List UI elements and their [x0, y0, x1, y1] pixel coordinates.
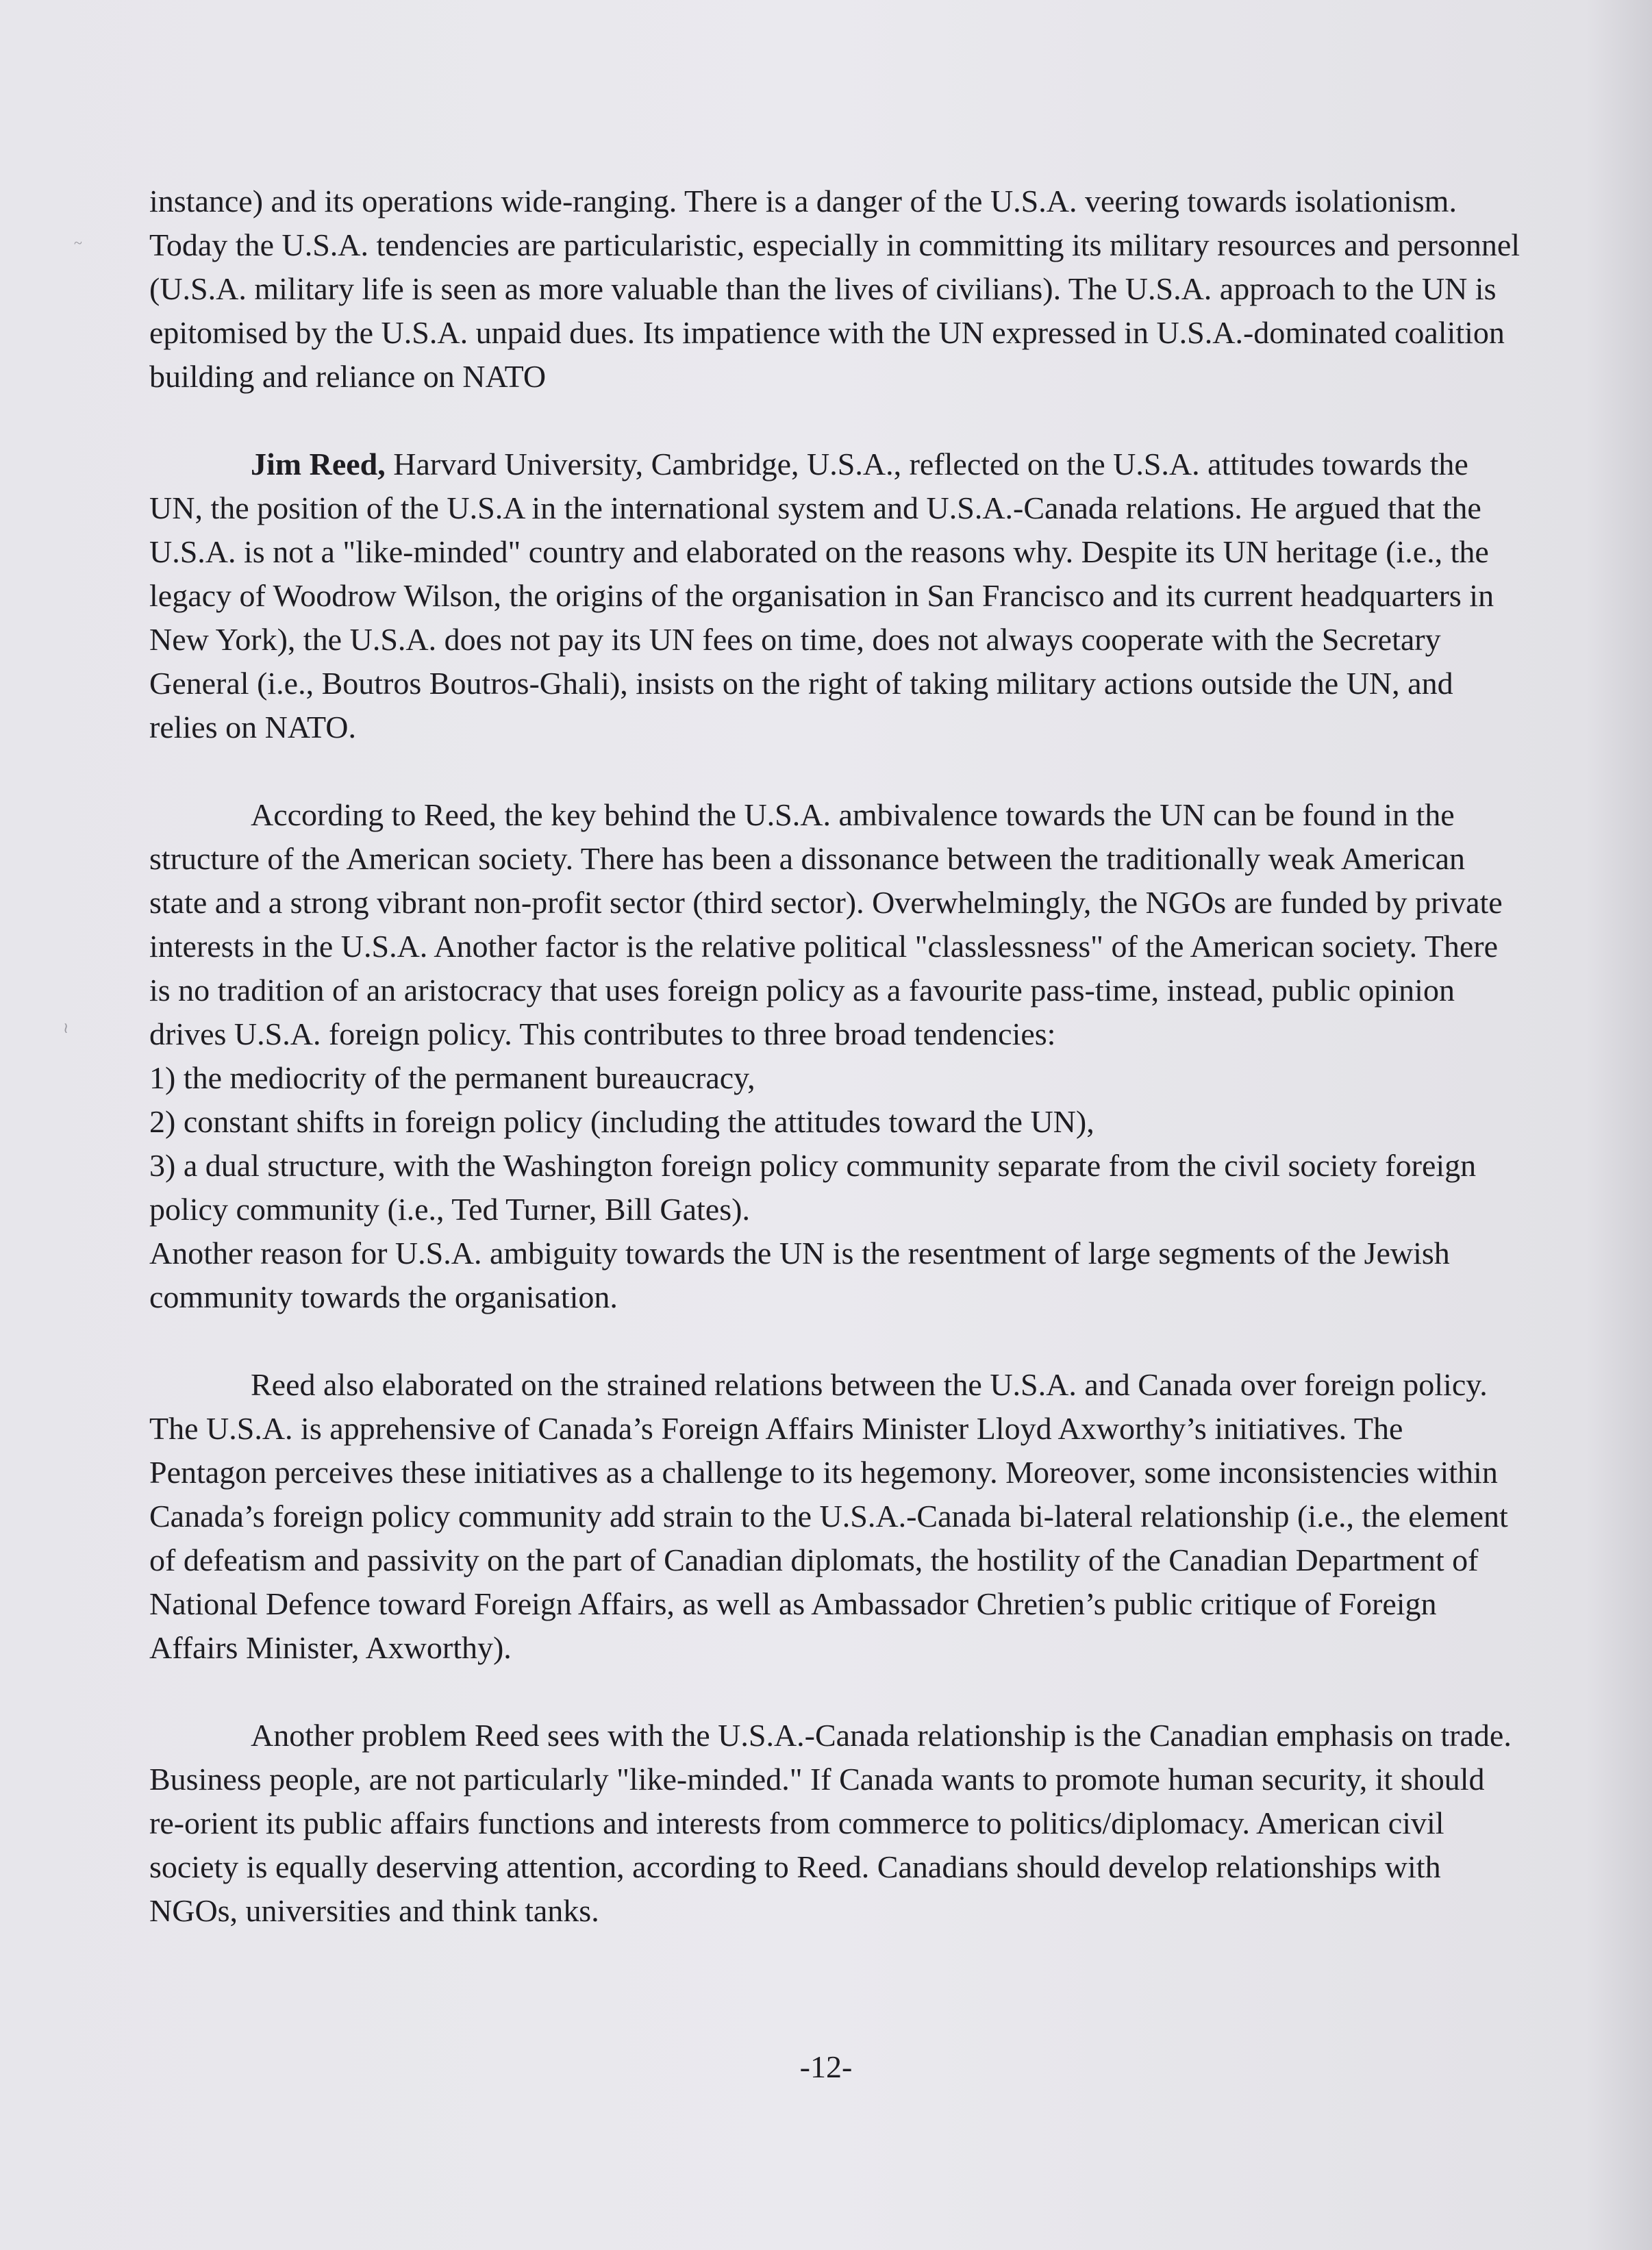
paragraph-1	[149, 179, 1526, 399]
paragraph-2	[149, 442, 1526, 749]
list-item: 1) the mediocrity of the permanent bureaucracy,	[149, 1060, 755, 1095]
margin-mark: ≀	[63, 1019, 69, 1036]
paragraph-4	[149, 1363, 1526, 1670]
paragraph-5	[149, 1714, 1526, 1933]
paragraph-3-after: Another reason for U.S.A. ambiguity towards the UN is the resentment of large segments of the Jewish community towards the organisation.	[149, 1236, 1450, 1314]
speaker-name: Jim Reed,	[251, 447, 386, 482]
paragraph-2-text: Harvard University, Cambridge, U.S.A., reflected on the U.S.A. attitudes towards the UN, the position of the U.S.A in the international system and U.S.A.-Canada relations. He argued that the U.S.A. is not a "like-minded" country and elaborated on the reasons why. Despite its UN heritage (i.e., the legacy of Woodrow Wilson, the origins of the organisation in San Francisco and its current headquarters in New York), the U.S.A. does not pay its UN fees on time, does not always cooperate with the Secretary General (i.e., Boutros Boutros-Ghali), insists on the right of taking military actions outside the UN, and relies on NATO.	[149, 447, 1494, 745]
document-body	[149, 179, 1526, 1933]
paragraph-3-text: According to Reed, the key behind the U.S.A. ambivalence towards the UN can be found in the structure of the American society. There has been a dissonance between the traditionally weak American state and a strong vibrant non-profit sector (third sector). Overwhelmingly, the NGOs are funded by private interests in the U.S.A. Another factor is the relative political "classlessness" of the American society. There is no tradition of an aristocracy that uses foreign policy as a favourite pass-time, instead, public opinion drives U.S.A. foreign policy. This contributes to three broad tendencies:	[149, 797, 1503, 1051]
paragraph-1-text: instance) and its operations wide-ranging. There is a danger of the U.S.A. veering towards isolationism. Today the U.S.A. tendencies are particularistic, especially in committing its military resources and personnel (U.S.A. military life is seen as more valuable than the lives of civilians). The U.S.A. approach to the UN is epitomised by the U.S.A. unpaid dues. Its impatience with the UN expressed in U.S.A.-dominated coalition building and reliance on NATO	[149, 184, 1520, 394]
paragraph-4-text: Reed also elaborated on the strained relations between the U.S.A. and Canada over foreign policy. The U.S.A. is apprehensive of Canada’s Foreign Affairs Minister Lloyd Axworthy’s initiatives. The Pentagon perceives these initiatives as a challenge to its hegemony. Moreover, some inconsistencies within Canada’s foreign policy community add strain to the U.S.A.-Canada bi-lateral relationship (i.e., the element of defeatism and passivity on the part of Canadian diplomats, the hostility of the Canadian Department of National Defence toward Foreign Affairs, as well as Ambassador Chretien’s public critique of Foreign Affairs Minister, Axworthy).	[149, 1367, 1508, 1665]
list-item: 2) constant shifts in foreign policy (including the attitudes toward the UN),	[149, 1104, 1094, 1139]
list-item: 3) a dual structure, with the Washington foreign policy community separate from the civil society foreign policy community (i.e., Ted Turner, Bill Gates).	[149, 1148, 1477, 1227]
margin-mark: ~	[74, 234, 82, 251]
paragraph-3	[149, 793, 1526, 1319]
page-number: -12-	[799, 2049, 853, 2084]
paragraph-5-text: Another problem Reed sees with the U.S.A.-Canada relationship is the Canadian emphasis on trade. Business people, are not particularly "like-minded." If Canada wants to promote human security, it should re-orient its public affairs functions and interests from commerce to politics/diplomacy. American civil society is equally deserving attention, according to Reed. Canadians should develop relationships with NGOs, universities and think tanks.	[149, 1718, 1512, 1928]
